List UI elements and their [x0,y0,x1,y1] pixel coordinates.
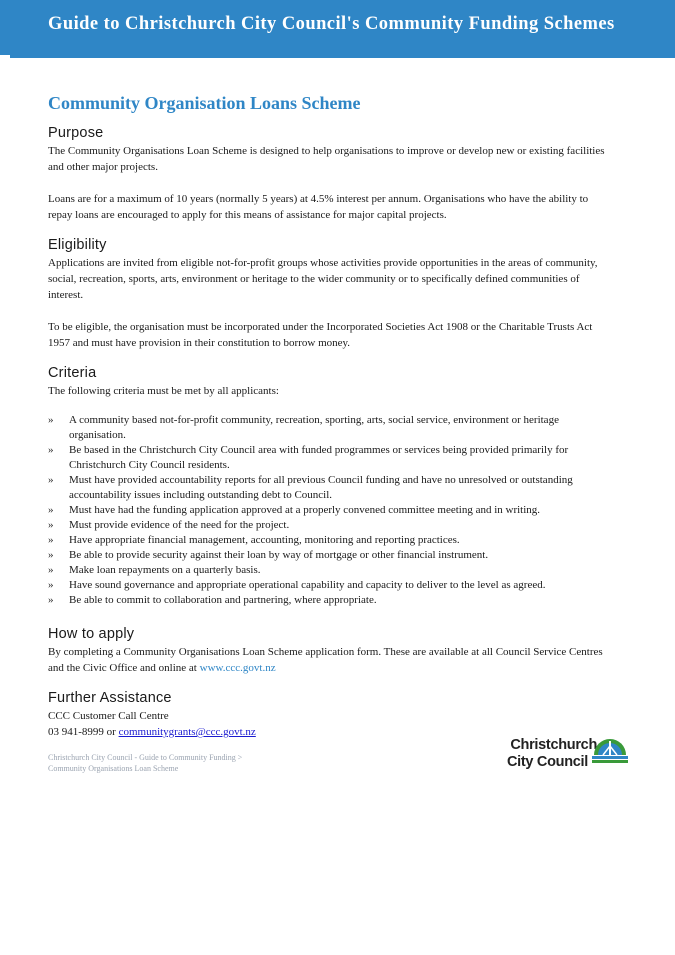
council-logo [484,736,634,776]
criteria-item [48,548,608,563]
criteria-item-text: Be able to commit to collaboration and partnering, where appropriate. [69,594,377,606]
header-banner [0,0,675,55]
criteria-item-text: Have appropriate financial management, accounting, monitoring and reporting practices. [69,534,460,546]
banner-title: Guide to Christchurch City Council's Community Funding Schemes [48,14,615,34]
criteria-item [48,578,608,593]
bullet-glyph: » [48,594,54,606]
how-to-apply-text [48,644,608,676]
criteria-section [48,365,608,608]
logo-text-line-1: Christchurch [510,737,597,753]
logo-text-line-2: City Council [507,754,588,770]
call-centre-label: CCC Customer Call Centre [48,710,169,722]
eligibility-heading: Eligibility [48,237,107,253]
bullet-glyph: » [48,579,54,591]
banner-divider [10,55,675,58]
purpose-heading: Purpose [48,125,104,141]
criteria-item-text: Must have provided accountability reports for all previous Council funding and have no unresolved or outstanding accountability issues including outstanding debt to Council. [69,474,573,501]
bullet-glyph: » [48,414,54,426]
criteria-intro: The following criteria must be met by all applicants: [48,385,279,397]
further-assistance-section [48,690,608,740]
page-title: Community Organisation Loans Scheme [48,93,361,113]
footer-crumb-1: Christchurch City Council - Guide to Community Funding > [48,753,243,762]
further-assistance-heading: Further Assistance [48,690,172,706]
bullet-glyph: » [48,564,54,576]
cathedral-landscape-icon [592,737,628,765]
bullet-glyph: » [48,504,54,516]
purpose-paragraph-2: Loans are for a maximum of 10 years (normally 5 years) at 4.5% interest per annum. Organisations who have the ability to repay loans are encouraged to apply for this means of assistance for major capital projects. [48,193,589,221]
bullet-glyph: » [48,444,54,456]
how-to-apply-body: By completing a Community Organisations Loan Scheme application form. These are available at all Council Service Centres and the Civic Office and online at [48,646,603,674]
criteria-item-text: Have sound governance and appropriate operational capability and capacity to deliver to the level as agreed. [69,579,546,591]
criteria-item-text: Be able to provide security against their loan by way of mortgage or other financial instrument. [69,549,489,561]
criteria-item-text: Must provide evidence of the need for the project. [69,519,290,531]
criteria-item [48,503,608,518]
criteria-item-text: A community based not-for-profit community, recreation, sporting, arts, social service, environment or heritage organisation. [69,414,559,441]
how-to-apply-section [48,626,608,676]
website-link[interactable]: www.ccc.govt.nz [199,662,276,674]
criteria-item [48,413,608,443]
bullet-glyph: » [48,519,54,531]
criteria-item-text: Must have had the funding application approved at a properly convened committee meeting and in writing. [69,504,541,516]
criteria-item [48,593,608,608]
eligibility-section [48,237,608,351]
email-link[interactable]: communitygrants@ccc.govt.nz [118,726,256,738]
footer-crumb-2: Community Organisations Loan Scheme [48,764,179,773]
criteria-item [48,563,608,578]
criteria-item [48,443,608,473]
how-to-apply-heading: How to apply [48,626,135,642]
criteria-item [48,533,608,548]
criteria-item-text: Be based in the Christchurch City Council area with funded programmes or services being provided primarily for Christchurch City Council residents. [69,444,569,471]
phone-number: 03 941-8999 or [48,726,116,738]
eligibility-paragraph-2: To be eligible, the organisation must be incorporated under the Incorporated Societies Act 1908 or the Charitable Trusts Act 1957 and must have provision in their constitution to borrow money. [48,321,593,349]
criteria-item [48,473,608,503]
criteria-heading: Criteria [48,365,97,381]
criteria-item-text: Make loan repayments on a quarterly basis. [69,564,261,576]
bullet-glyph: » [48,474,54,486]
purpose-section [48,125,608,223]
criteria-item [48,518,608,533]
purpose-paragraph-1: The Community Organisations Loan Scheme is designed to help organisations to improve or develop new or existing facilities and other major projects. [48,145,605,173]
criteria-list [48,413,608,608]
bullet-glyph: » [48,534,54,546]
bullet-glyph: » [48,549,54,561]
eligibility-paragraph-1: Applications are invited from eligible not-for-profit groups whose activities provide opportunities in the areas of community, social, recreation, sports, arts, environment or heritage to the wider community or to specifically defined communities of interest. [48,257,598,301]
footer-breadcrumb [48,752,242,774]
